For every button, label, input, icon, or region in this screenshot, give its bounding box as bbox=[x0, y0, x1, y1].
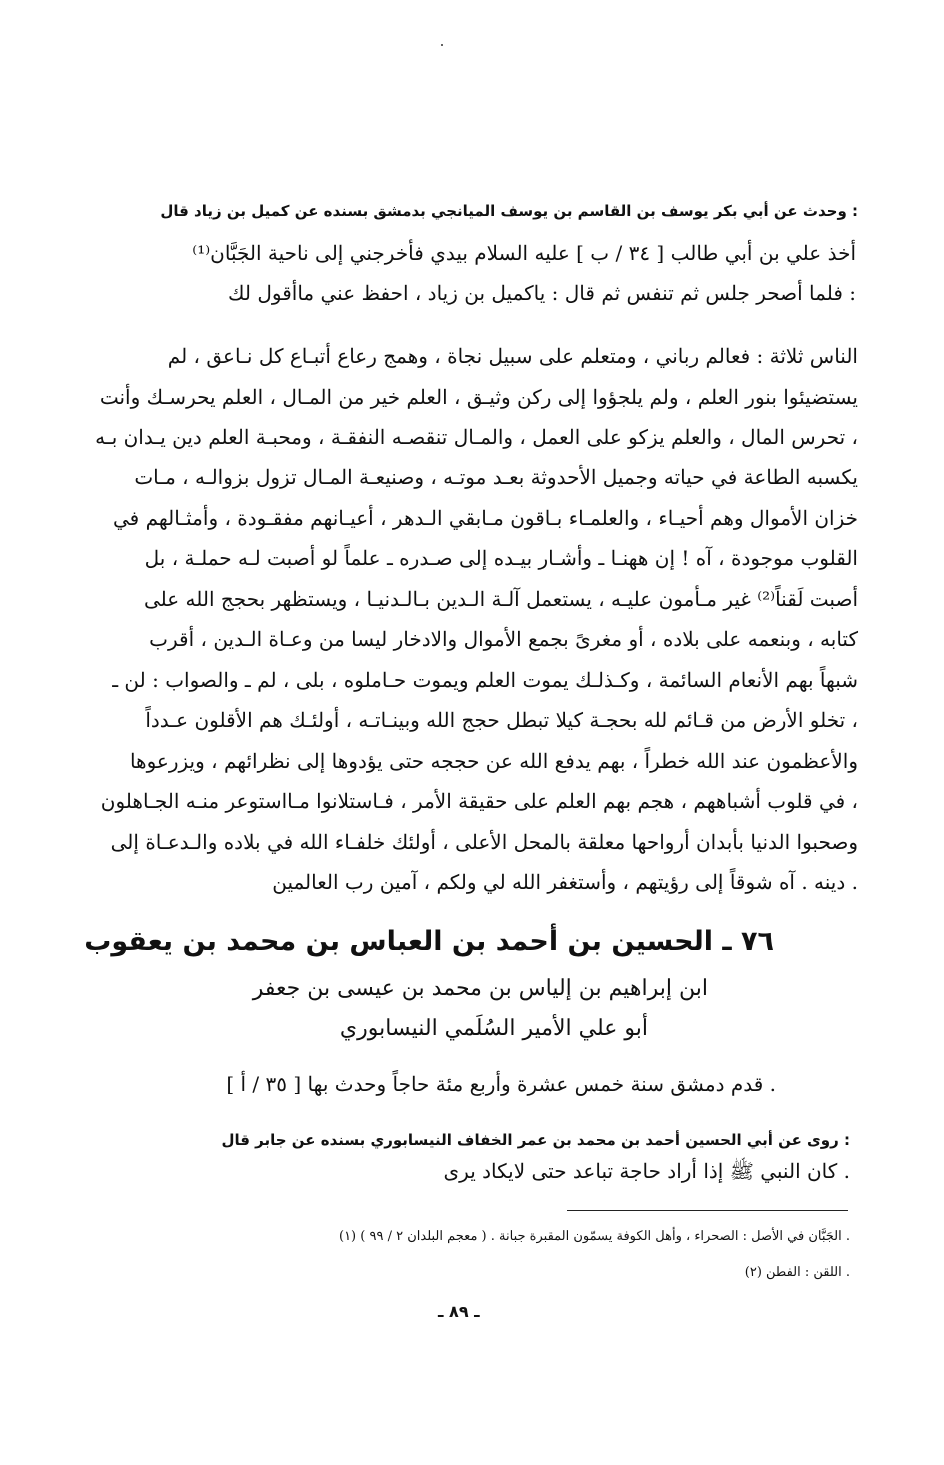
footnote-1: (١) الجَبَّان في الأصل : الصحراء ، وأهل الكوفة يسمّون المقبرة جبانة . ( معجم البلدان ٢ / ٩٩ ) . bbox=[338, 1229, 850, 1244]
entry-subtitle-2: أبو علي الأمير السُلَمي النيسابوري bbox=[339, 1016, 648, 1041]
body-line: يكسبه الطاعة في حياته وجميل الأحدوثة بعـد موتـه ، وصنيعـة المـال تزول بزوالـه ، مـات bbox=[134, 465, 858, 489]
body-line: أصبت لَقناً⁽²⁾ غير مـأمون عليـه ، يستعمل آلـة الـدين بـالـدنيـا ، ويستظهر بحجج الله على bbox=[143, 587, 858, 611]
body-line: دينه . آه شوقاً إلى رؤيتهم ، وأستغفر الله لي ولكم ، آمين رب العالمين . bbox=[272, 870, 858, 894]
body-line: والأعظمون عند الله خطراً ، بهم يدفع الله عن حججه حتى يؤدوها إلى نظرائهم ، ويزرعوها bbox=[129, 749, 858, 773]
body-line: خزان الأموال وهم أحيـاء ، والعلمـاء بـاقون مـابقي الـدهر ، أعيـانهم مفقـودة ، وأمثـالهم في bbox=[112, 506, 858, 530]
body-line: شبهاً بهم الأنعام السائمة ، وكـذلـك يموت العلم ويموت حـاملوه ، بلى ، لم ـ والصواب : لن ـ bbox=[112, 668, 858, 692]
body-line: كتابه ، وبنعمه على بلاده ، أو مغرىً بجمع الأموال والادخار ليسا من وعـاة الـدين ، أقرب bbox=[149, 627, 858, 651]
entry-subtitle-1: ابن إبراهيم بن إلياس بن محمد بن عيسى بن جعفر bbox=[252, 976, 708, 1001]
isnad-line-2: روى عن أبي الحسين أحمد بن محمد بن عمر الخفاف النيسابوري بسنده عن جابر قال : bbox=[221, 1131, 850, 1149]
entry-note: [ ٣٥ / أ ] قدم دمشق سنة خمس عشرة وأربع مئة حاجاً وحدث بها . bbox=[226, 1072, 776, 1096]
page-number: ـ ٨٩ ـ bbox=[438, 1302, 480, 1321]
footnote-2: (٢) اللقن : الفطن . bbox=[744, 1265, 850, 1280]
body-line: الناس ثلاثة : فعالم رباني ، ومتعلم على سبيل نجاة ، وهمج رعاع أتبـاع كل نـاعق ، لم bbox=[167, 344, 858, 368]
intro-line-2: فلما أصحر جلس ثم تنفس ثم قال : ياكميل بن زياد ، احفظ عني ماأقول لك : bbox=[228, 281, 856, 305]
intro-line-1: أخذ علي بن أبي طالب [ ٣٤ / ب ] عليه السلام بيدي فأخرجني إلى ناحية الجَبَّان⁽¹⁾ bbox=[192, 241, 856, 265]
page-mark bbox=[441, 44, 443, 46]
body-line: تخلو الأرض من قـائم لله بحجـة كيلا تبطل حجج الله وبينـاتـه ، أولئـك هم الأقلون عـدداً ، bbox=[145, 708, 858, 732]
hadith-text: كان النبي ﷺ إذا أراد حاجة تباعد حتى لايكاد يرى . bbox=[443, 1159, 850, 1183]
footnote-divider bbox=[567, 1210, 848, 1211]
body-line: في قلوب أشباههم ، هجم بهم العلم على حقيقة الأمر ، فـاستلانوا مـااستوعر منـه الجـاهلون ، bbox=[100, 789, 858, 813]
body-line: تحرس المال ، والعلم يزكو على العمل ، والمـال تنقصـه النفقـة ، ومحبـة العلم دين يـدان بـه ، bbox=[95, 425, 858, 449]
body-line: القلوب موجودة ، آه ! إن ههنـا ـ وأشـار بيـده إلى صـدره ـ علماً لو أصبت لـه حملـة ، بل bbox=[144, 546, 858, 570]
isnad-line: وحدث عن أبي بكر يوسف بن القاسم بن يوسف الميانجي بدمشق بسنده عن كميل بن زياد قال : bbox=[160, 202, 858, 220]
body-line: وصحبوا الدنيا بأبدان أرواحها معلقة بالمحل الأعلى ، أولئك خلفـاء الله في بلاده والـدعـاة إلى bbox=[110, 830, 858, 854]
body-line: يستضيئوا بنور العلم ، ولم يلجؤوا إلى ركن وثيـق ، العلم خير من المـال ، العلم يحرسـك وأنت bbox=[99, 385, 858, 409]
entry-title: ٧٦ ـ الحسين بن أحمد بن العباس بن محمد بن يعقوب bbox=[84, 926, 774, 957]
